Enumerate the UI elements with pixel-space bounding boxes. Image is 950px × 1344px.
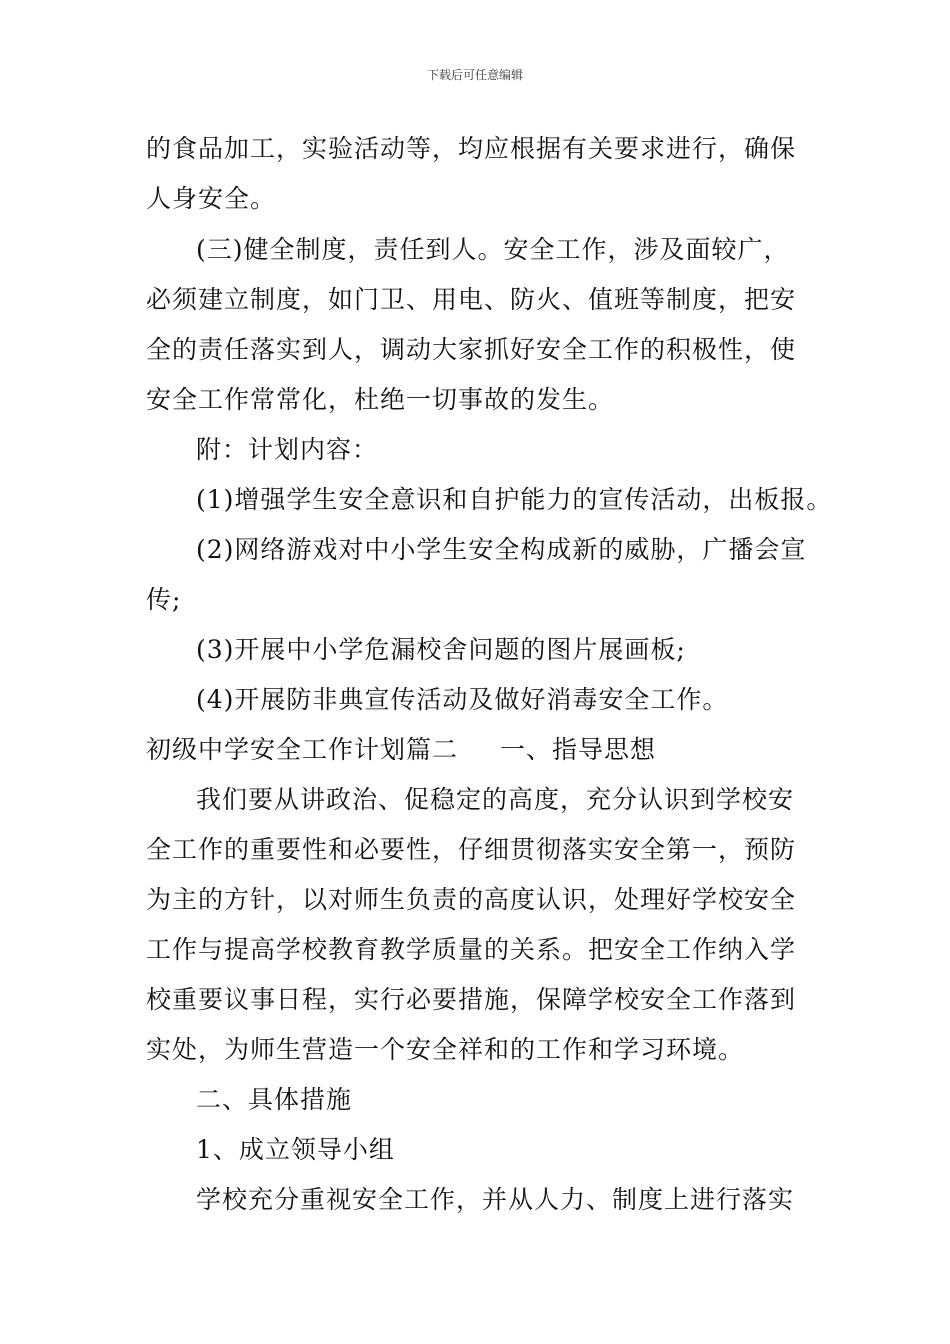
section-title: 初级中学安全工作计划篇二 [146,735,459,764]
subsection-title: 二、具体措施 [196,1085,353,1114]
text-line: 为主的方针，以对师生负责的高度认识，处理好学校安全 [146,885,797,914]
text-line: 全的责任落实到人，调动大家抓好安全工作的积极性，使 [146,335,797,364]
page-header: 下载后可任意编辑 [426,68,523,82]
subsection-title: 一、指导思想 [500,735,657,764]
text-line: 工作与提高学校教育教学质量的关系。把安全工作纳入学 [146,935,797,964]
text-line: 实处，为师生营造一个安全祥和的工作和学习环境。 [146,1035,745,1064]
text-line: 必须建立制度，如门卫、用电、防火、值班等制度，把安 [146,285,797,314]
text-line: 校重要议事日程，实行必要措施，保障学校安全工作落到 [146,985,797,1014]
text-line: 传; [146,585,182,614]
text-line: (4)开展防非典宣传活动及做好消毒安全工作。 [196,685,729,714]
text-line: 人身安全。 [146,184,277,213]
text-line: (2)网络游戏对中小学生安全构成新的威胁，广播会宣 [196,535,807,564]
text-line: 安全工作常常化，杜绝一切事故的发生。 [146,385,615,414]
subsection-title: 1、成立领导小组 [196,1135,395,1164]
text-line: (1)增强学生安全意识和自护能力的宣传活动，出板报。 [196,485,833,514]
section-heading-line [146,735,656,765]
text-line: 的食品加工，实验活动等，均应根据有关要求进行，确保 [146,134,797,163]
text-line: 全工作的重要性和必要性，仔细贯彻落实安全第一，预防 [146,835,797,864]
text-line: 学校充分重视安全工作，并从人力、制度上进行落实 [196,1185,795,1214]
text-line: (三)健全制度，责任到人。安全工作，涉及面较广， [196,235,790,264]
text-line: (3)开展中小学危漏校舍问题的图片展画板; [196,635,686,664]
text-line: 我们要从讲政治、促稳定的高度，充分认识到学校安 [196,785,795,814]
text-line: 附：计划内容： [196,435,379,464]
